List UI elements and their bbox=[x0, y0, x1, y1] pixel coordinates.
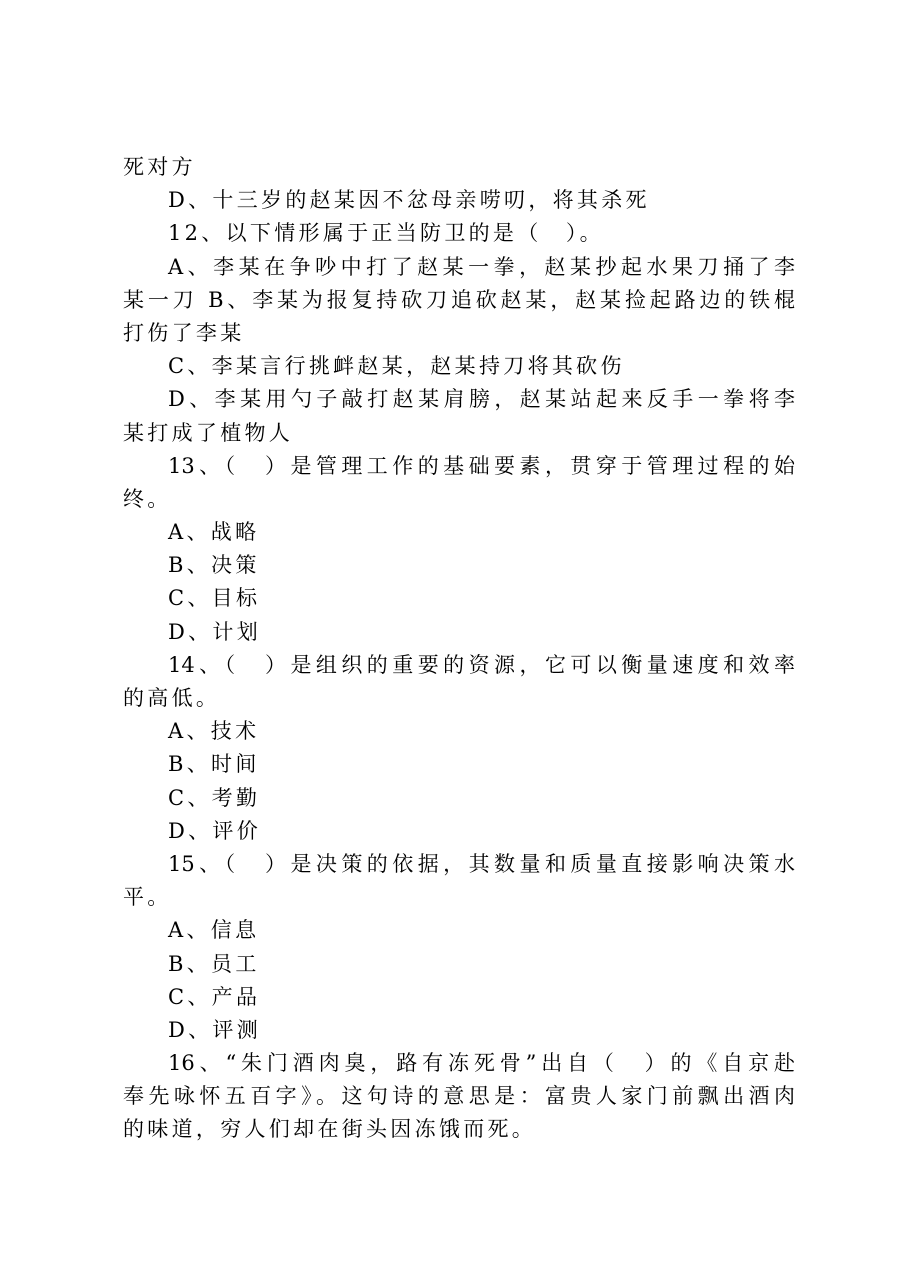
text-line: 的高低。 bbox=[123, 686, 221, 710]
text-line: 16、“朱门酒肉臭，路有冻死骨”出自（ ）的《自京赴 bbox=[168, 1051, 795, 1076]
text-line: B、员工 bbox=[168, 951, 260, 976]
text-line: 某打成了植物人 bbox=[123, 420, 294, 445]
text-line: A、李某在争吵中打了赵某一拳，赵某抄起水果刀捅了李 bbox=[168, 254, 795, 279]
text-line: A、技术 bbox=[168, 719, 260, 744]
text-line: D、李某用勺子敲打赵某肩膀，赵某站起来反手一拳将李 bbox=[168, 387, 795, 412]
text-line: C、产品 bbox=[168, 984, 261, 1009]
text-line: 终。 bbox=[123, 486, 172, 511]
text-line: 平。 bbox=[123, 885, 172, 910]
text-line: D、评测 bbox=[168, 1017, 262, 1042]
text-line: 12、以下情形属于正当防卫的是（ ）。 bbox=[168, 221, 604, 246]
text-line: 14、（ ）是组织的重要的资源，它可以衡量速度和效率 bbox=[168, 652, 795, 677]
text-line: B、决策 bbox=[168, 553, 260, 578]
text-line: 打伤了李某 bbox=[123, 320, 245, 345]
text-line: B、时间 bbox=[168, 752, 260, 777]
text-line: C、考勤 bbox=[168, 785, 261, 810]
text-line: D、十三岁的赵某因不忿母亲唠叨，将其杀死 bbox=[168, 188, 650, 213]
text-line: 13、（ ）是管理工作的基础要素，贯穿于管理过程的始 bbox=[168, 453, 795, 478]
text-line: A、信息 bbox=[168, 918, 260, 943]
text-line: 15、（ ）是决策的依据，其数量和质量直接影响决策水 bbox=[168, 851, 795, 876]
text-line: C、李某言行挑衅赵某，赵某持刀将其砍伤 bbox=[168, 354, 625, 379]
text-line: D、评价 bbox=[168, 818, 262, 843]
text-line: D、计划 bbox=[168, 619, 262, 644]
text-line: C、目标 bbox=[168, 586, 261, 611]
text-line: 奉先咏怀五百字》。这句诗的意思是：富贵人家门前飘出酒肉 bbox=[123, 1084, 795, 1109]
document-page bbox=[123, 151, 795, 1147]
text-line: 死对方 bbox=[123, 155, 196, 179]
text-line: 某一刀 B、李某为报复持砍刀追砍赵某，赵某捡起路边的铁棍 bbox=[123, 287, 795, 312]
text-line: 的味道，穷人们却在街头因冻饿而死。 bbox=[123, 1117, 537, 1142]
text-line: A、战略 bbox=[168, 520, 260, 545]
